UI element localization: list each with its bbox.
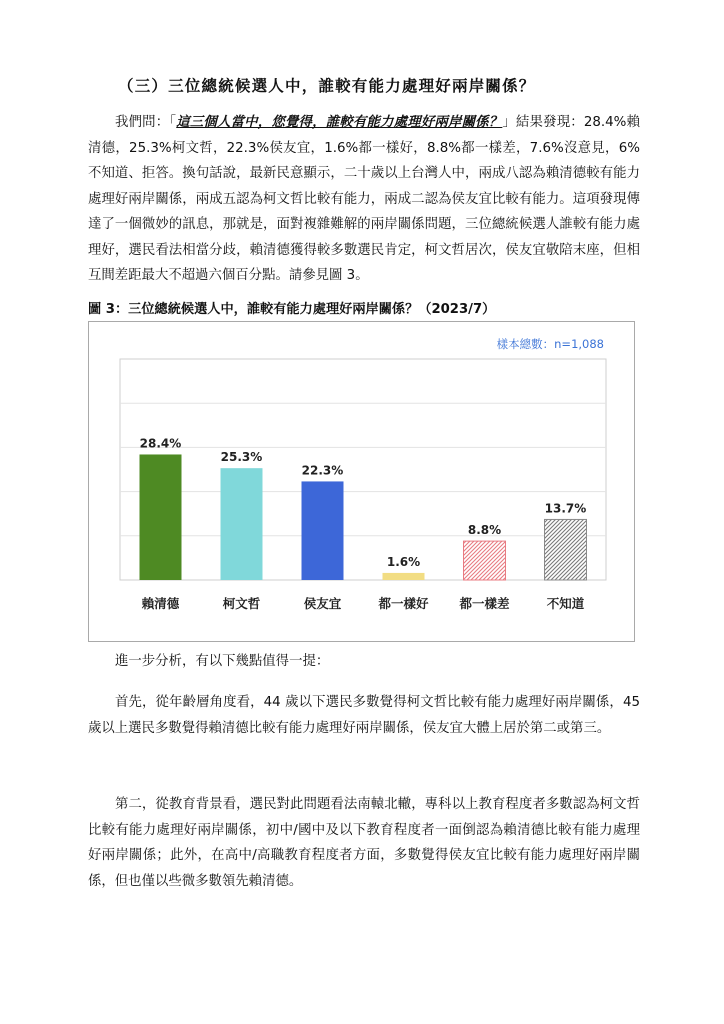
figure-caption: 圖 3：三位總統候選人中，誰較有能力處理好兩岸關係？（2023/7）: [88, 302, 496, 317]
plot-area: [120, 359, 606, 580]
paragraph-education-analysis: 第二，從教育背景看，選民對此問題看法南轅北轍，專科以上教育程度者多數認為柯文哲比較有能力處理好兩岸關係，初中/國中及以下教育程度者一面倒認為賴清德比較有能力處理好兩岸關係；此外，在高中/高職教育程度者方面，多數覺得侯友宜比較有能力處理好兩岸關係，但也僅以些微多數領先賴清德。: [88, 797, 640, 889]
bar-2: [302, 481, 344, 580]
bar-value-label: 8.8%: [467, 523, 502, 538]
paragraph-lead: 我們問：「: [115, 115, 177, 130]
paragraph-findings: [88, 110, 640, 289]
bars: [140, 454, 587, 580]
survey-question: 這三個人當中，您覺得，誰較有能力處理好兩岸關係？: [176, 115, 503, 130]
paragraph-analysis-intro: 進一步分析，有以下幾點值得一提：: [115, 654, 330, 669]
bar-value-label: 28.4%: [139, 436, 182, 451]
bar-value-label: 1.6%: [386, 554, 421, 569]
bar-chart: [88, 321, 635, 642]
section-heading: （三）三位總統候選人中，誰較有能力處理好兩岸關係？: [118, 77, 536, 95]
bar-3: [383, 573, 425, 580]
category-labels: [142, 596, 585, 611]
chart-canvas: [89, 322, 636, 643]
bar-5: [545, 519, 587, 580]
category-label: 不知道: [546, 596, 585, 611]
value-labels: [140, 436, 587, 568]
category-label: 都一樣差: [459, 596, 510, 611]
gridlines: [120, 403, 606, 536]
bar-0: [140, 454, 182, 580]
paragraph-rest: 」結果發現：28.4%賴清德，25.3%柯文哲，22.3%侯友宜，1.6%都一樣好，8.8%都一樣差，7.6%沒意見，6%不知道、拒答。換句話說，最新民意顯示，二十歲以上台灣人中，兩成八認為賴清德較有能力處理好兩岸關係，兩成五認為柯文哲比較有能力，兩成二認為侯友宜比較有能力。這項發現傳達了一個微妙的訊息，那就是，面對複雜難解的兩岸關係問題，三位總統候選人誰較有能力處理好，選民看法相當分歧，賴清德獲得較多數選民肯定，柯文哲居次，侯友宜敬陪末座，但相互間差距最大不超過六個百分點。請參見圖 3。: [88, 115, 640, 283]
bar-value-label: 22.3%: [301, 463, 344, 478]
paragraph-age-analysis: 首先，從年齡層角度看，44 歲以下選民多數覺得柯文哲比較有能力處理好兩岸關係，45 歲以上選民多數覺得賴清德比較有能力處理好兩岸關係，侯友宜大體上居於第二或第三。: [88, 695, 640, 736]
bar-4: [464, 541, 506, 580]
category-label: 柯文哲: [222, 596, 261, 611]
category-label: 都一樣好: [378, 596, 429, 611]
sample-size-note: 樣本總數：n=1,088: [496, 337, 604, 351]
category-label: 賴清德: [141, 596, 180, 611]
bar-value-label: 25.3%: [220, 450, 263, 465]
bar-1: [221, 468, 263, 580]
bar-value-label: 13.7%: [544, 501, 587, 516]
category-label: 侯友宜: [303, 596, 342, 611]
